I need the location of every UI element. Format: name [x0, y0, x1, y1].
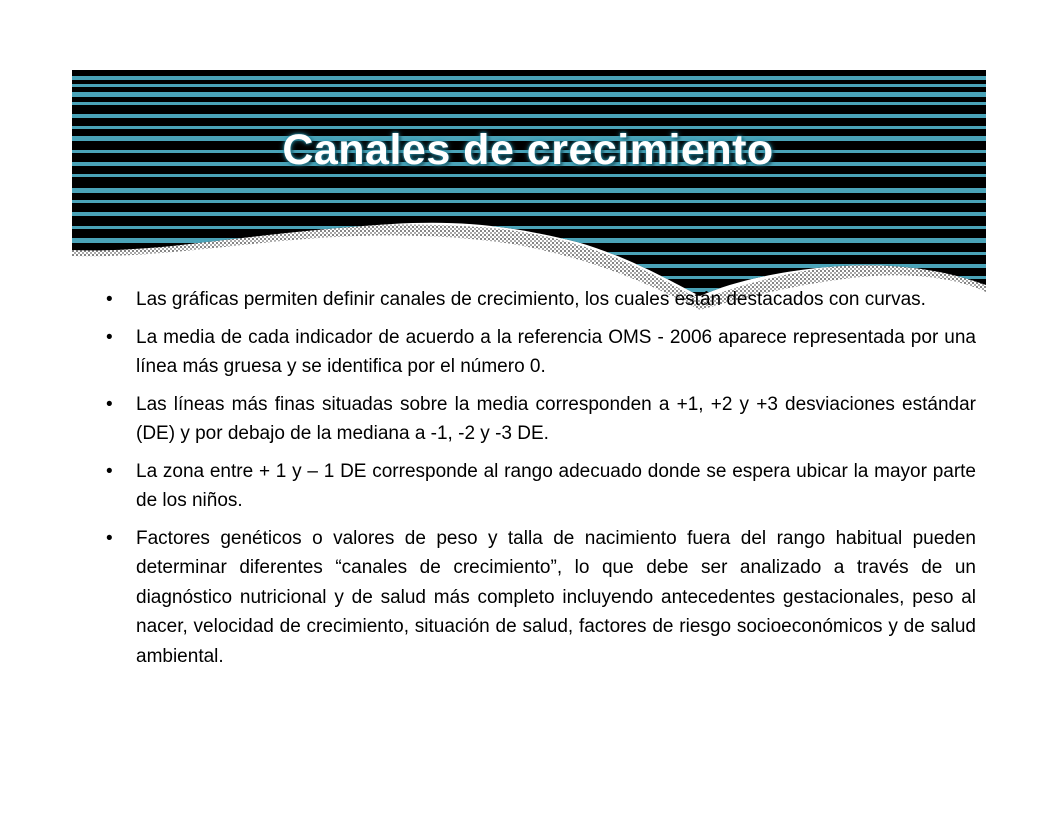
banner-stripe: [72, 76, 986, 80]
bullet-item: [100, 285, 976, 315]
bullet-marker: •: [106, 289, 113, 310]
banner-stripe: [72, 84, 986, 87]
bullet-text: Factores genéticos o valores de peso y talla de nacimiento fuera del rango habitual pueden determinar diferentes “canales de crecimiento”, lo que debe ser analizado a través de un diagnóstico nutricional y de salud más completo incluyendo antecedentes gestacionales, peso al nacer, velocidad de crecimiento, situación de salud, factores de riesgo socioeconómicos y de salud ambiental.: [136, 527, 976, 667]
banner-stripe: [72, 102, 986, 105]
bullet-text: Las gráficas permiten definir canales de crecimiento, los cuales están destacados con curvas.: [136, 289, 926, 310]
bullet-text: Las líneas más finas situadas sobre la media corresponden a +1, +2 y +3 desviaciones estándar (DE) y por debajo de la mediana a -1, -2 y -3 DE.: [136, 393, 976, 444]
striped-banner-graphic: [72, 70, 986, 310]
bullet-item: [100, 390, 976, 449]
banner-stripe: [72, 200, 986, 203]
bullet-marker: •: [106, 326, 113, 348]
bullet-marker: •: [106, 460, 113, 482]
banner-stripe: [72, 188, 986, 193]
slide-title: Canales de crecimiento: [282, 126, 774, 174]
title-banner: [72, 70, 986, 310]
banner-stripe: [72, 226, 986, 229]
bullet-item: [100, 457, 976, 516]
banner-stripe: [72, 114, 986, 118]
bullet-item: [100, 524, 976, 672]
bullet-text: La zona entre + 1 y – 1 DE corresponde al rango adecuado donde se espera ubicar la mayor parte de los niños.: [136, 460, 976, 511]
bullet-item: [100, 323, 976, 382]
bullet-list: [100, 285, 976, 679]
banner-stripe: [72, 92, 986, 97]
banner-stripe: [72, 252, 986, 255]
banner-stripe: [72, 212, 986, 216]
bullet-text: La media de cada indicador de acuerdo a la referencia OMS - 2006 aparece representada por una línea más gruesa y se identifica por el número 0.: [136, 326, 976, 377]
bullet-marker: •: [106, 393, 113, 415]
bullet-marker: •: [106, 527, 113, 549]
